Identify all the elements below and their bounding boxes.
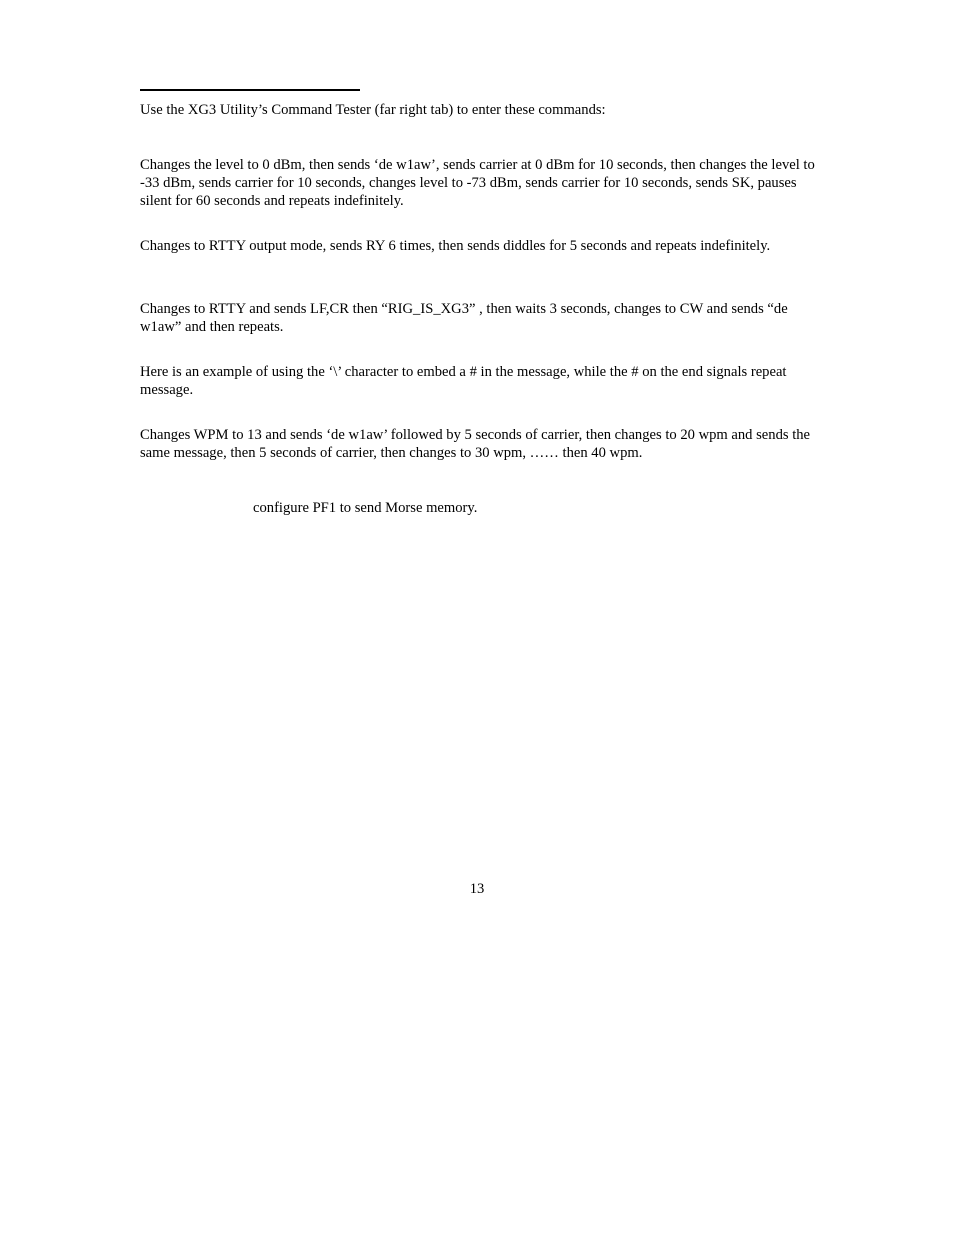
paragraph-level-commands: Changes the level to 0 dBm, then sends ‘de w1aw’, sends carrier at 0 dBm for 10 seconds, then changes the level to -33 dBm, sends carrier for 10 seconds, changes level to -73 dBm, sends carrier for 10 seconds, sends SK, pauses silent for 60 seconds and repeats indefinitely.	[140, 157, 815, 209]
paragraph-rig-commands: Changes to RTTY and sends LF,CR then “RIG_IS_XG3” , then waits 3 seconds, changes to CW and sends “de w1aw” and then repeats.	[140, 301, 788, 335]
paragraph-rtty-commands: Changes to RTTY output mode, sends RY 6 times, then sends diddles for 5 seconds and repeats indefinitely.	[140, 238, 771, 254]
header-rule	[140, 89, 360, 91]
page-number: 13	[469, 881, 485, 897]
paragraph-escape-example: Here is an example of using the ‘\’ character to embed a # in the message, while the # on the end signals repeat message.	[140, 364, 787, 398]
paragraph-pf1-config: configure PF1 to send Morse memory.	[253, 500, 478, 516]
intro-text: Use the XG3 Utility’s Command Tester (far right tab) to enter these commands:	[140, 102, 606, 118]
paragraph-wpm-commands: Changes WPM to 13 and sends ‘de w1aw’ followed by 5 seconds of carrier, then changes to 20 wpm and sends the same message, then 5 seconds of carrier, then changes to 30 wpm, …… then 40 wpm.	[140, 427, 811, 461]
